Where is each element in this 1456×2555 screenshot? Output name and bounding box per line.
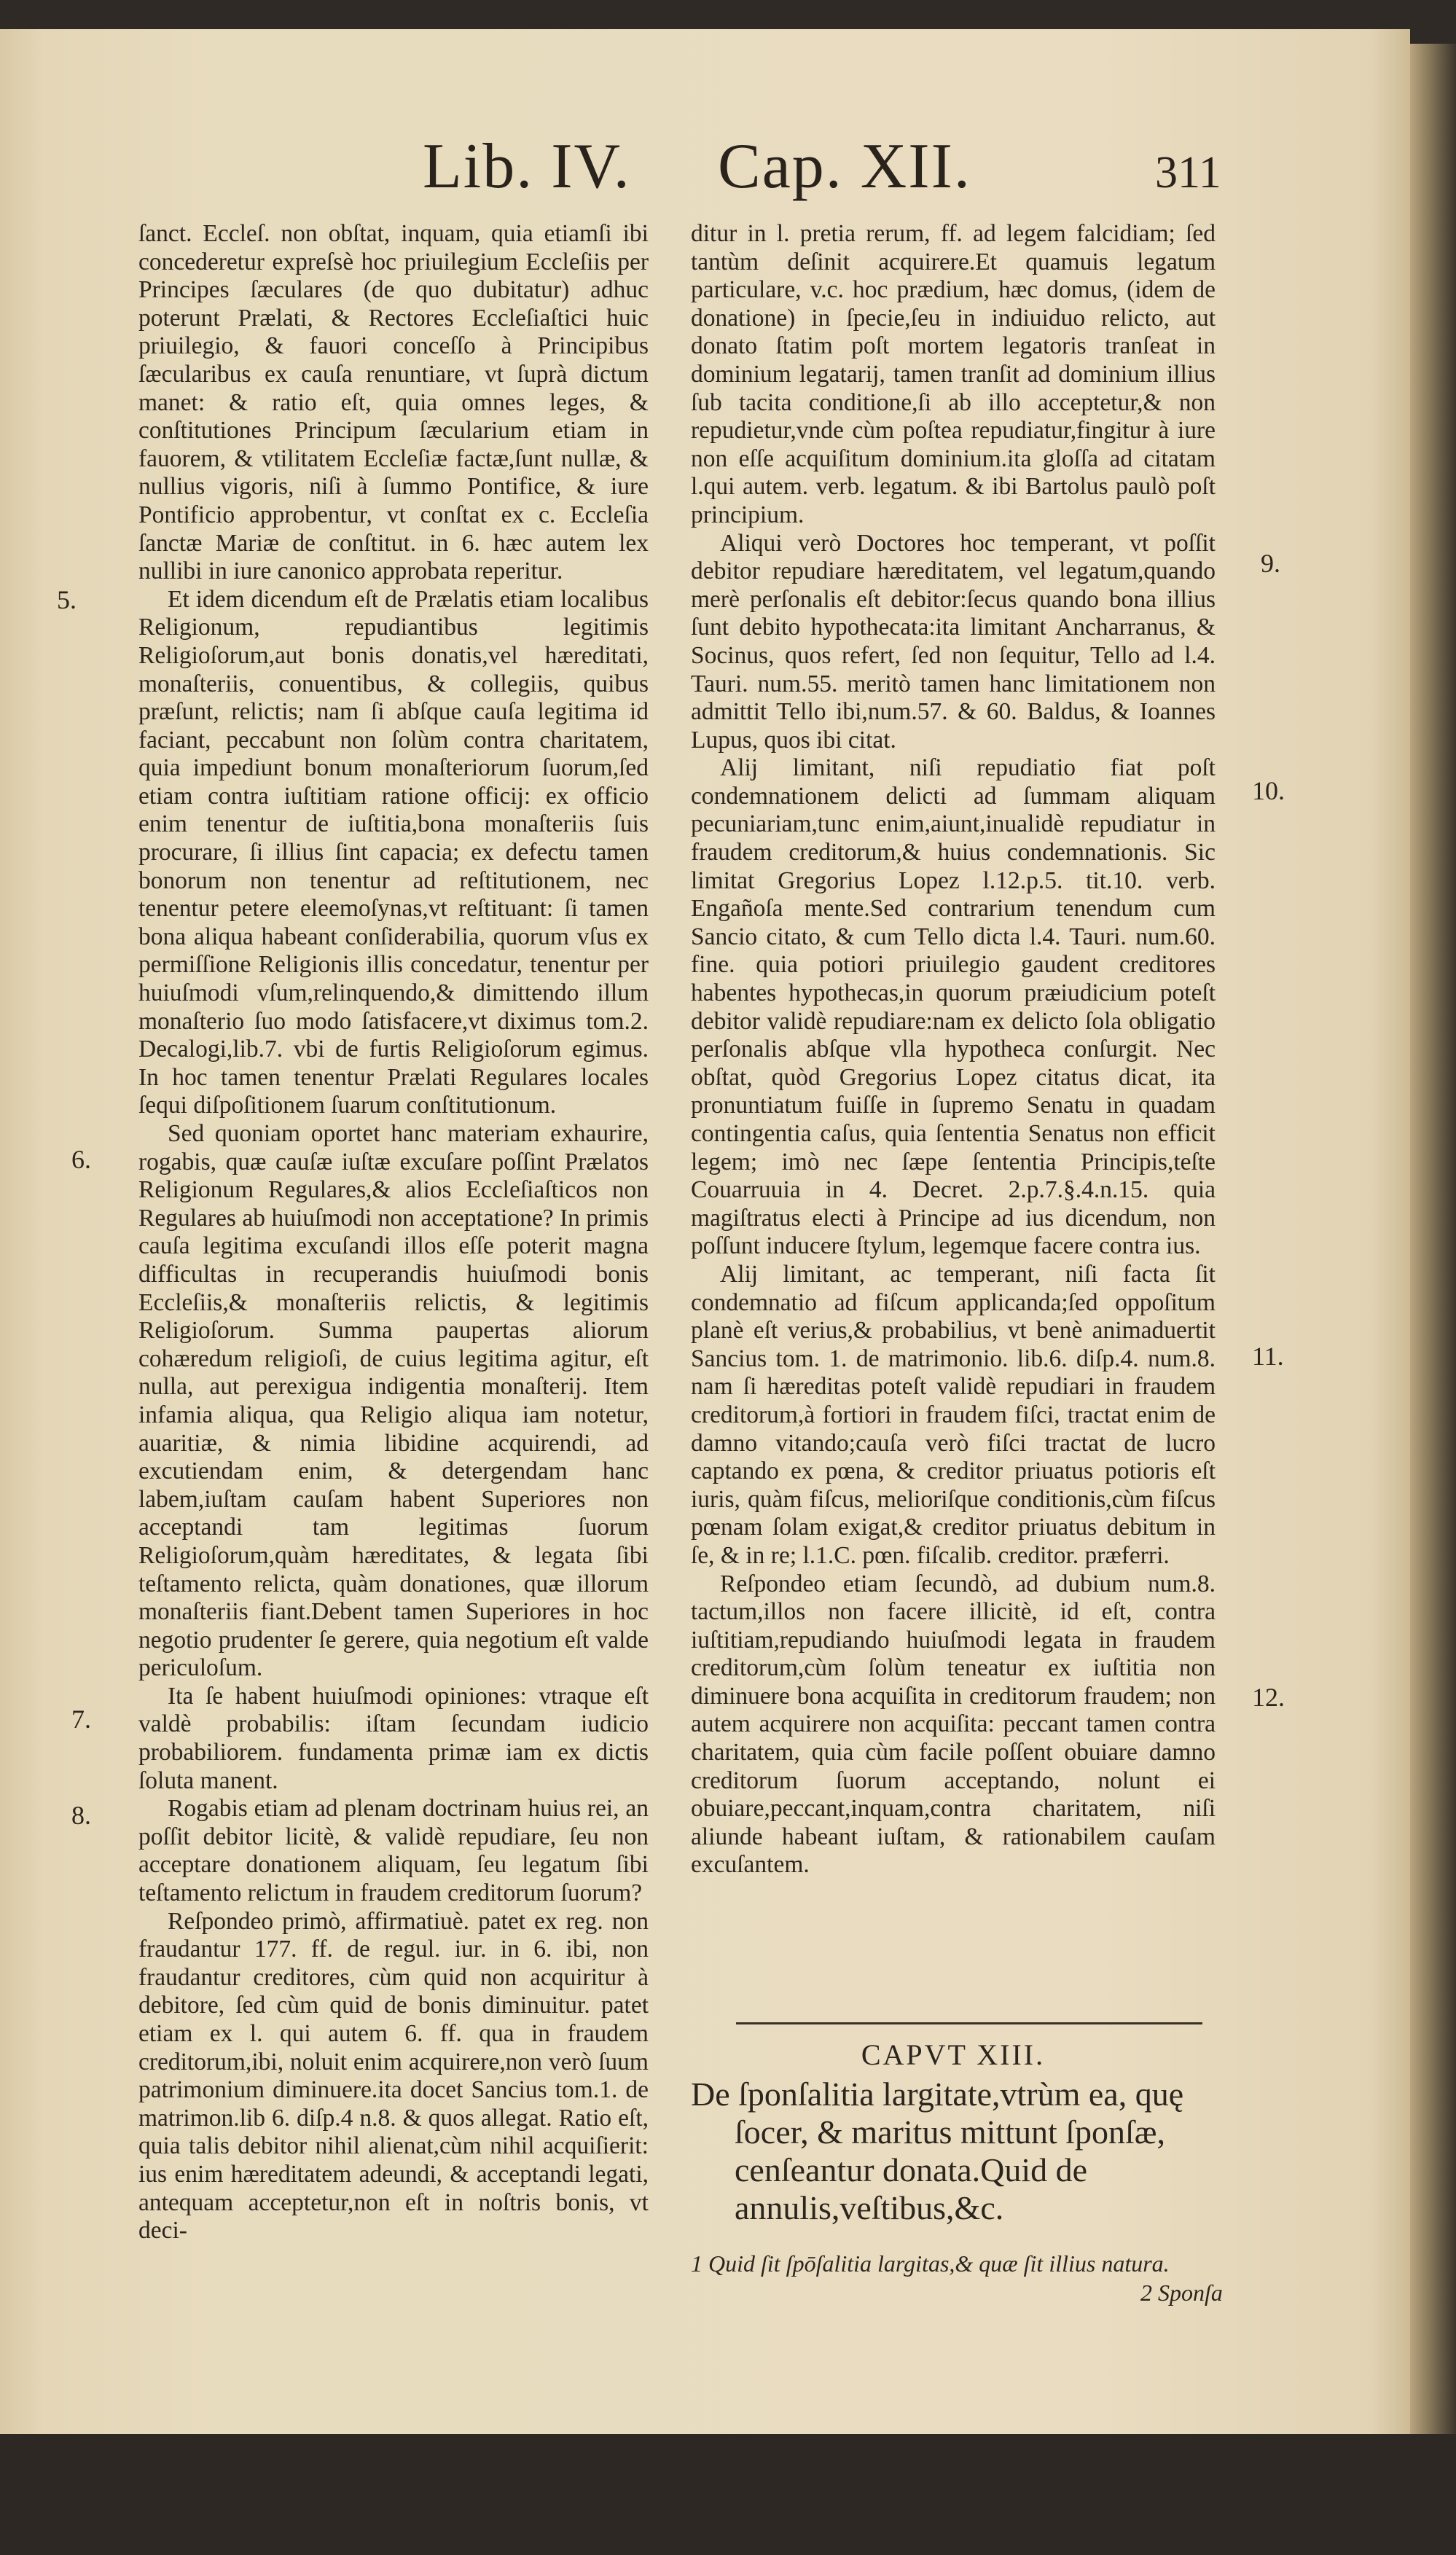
left-column — [138, 220, 649, 2245]
paragraph: Reſpondeo etiam ſecundò, ad dubium num.8. tactum,illos non facere illicitè, id eſt, contra iuſtitiam,repudiando huiuſmodi legata in fraudem creditorum,cùm ſolùm teneatur ex iuſtitia non diminuere bona acquiſita in creditorum fraudem; non autem acquirere non acquiſita: peccant tamen contra charitatem, quia cùm facile poſſent obuiare damno creditorum ſuorum acceptando, nolunt ei obuiare,peccant,inquam,contra charitatem, niſi aliunde habeant iuſtam, & rationabilem cauſam excuſantem. — [691, 1570, 1216, 1879]
paragraph: Aliqui verò Doctores hoc temperant, vt poſſit debitor repudiare hæreditatem, vel legatum,quando merè perſonalis eſt debitor:ſecus quando bona illius ſunt debito hypothecata:ita limitant Ancharranus, & Socinus, quos refert, ſed non ſequitur, Tello ad l.4. Tauri. num.55. meritò tamen hanc limitationem non admittit Tello ibi,num.57. & 60. Baldus, & Ioannes Lupus, quos ibi citat. — [691, 529, 1216, 754]
paragraph: ſanct. Eccleſ. non obſtat, inquam, quia etiamſi ibi concederetur expreſsè hoc priuilegium Eccleſiis per Principes ſæculares (de quo dubitatur) adhuc poterunt Prælati, & Rectores Eccleſiaſtici huic priuilegio, & fauori conceſſo à Principibus ſæcularibus ex cauſa renuntiare, vt ſuprà dictum manet: & ratio eſt, quia omnes leges, & conſtitutiones Principum ſæcularium etiam in fauorem, & vtilitatem Eccleſiæ factæ,ſunt nullæ, & nullius vigoris, niſi à ſummo Pontifice, & iure Pontificio approbentur, vt conſtat ex c. Eccleſia ſanctæ Mariæ de conſtitut. in 6. hæc autem lex nullibi in iure canonico approbata reperitur. — [138, 220, 649, 585]
margin-number: 7. — [71, 1705, 91, 1734]
chapter-heading: CAPVT XIII. — [861, 2038, 1046, 2071]
paragraph: Alij limitant, niſi repudiatio fiat poſt condemnationem delicti ad ſummam aliquam pecuniariam,tunc enim,aiunt,inualidè repudiatur in fraudem creditorum,& huius condemnationis. Sic limitat Gregorius Lopez l.12.p.5. tit.10. verb. Engañoſa mente.Sed contrarium tenendum cum Sancio citato, & cum Tello dicta l.4. Tauri. num.60. fine. quia potiori priuilegio gaudent creditores habentes hypothecas,in quorum præiudicium poteſt debitor validè repudiare:nam ex delicto ſola obligatio perſonalis abſque vlla hypotheca conſurgit. Nec obſtat, quòd Gregorius Lopez citatus dicat, ita pronuntiatum fuiſſe in ſupremo Senatu in quadam contingentia caſus, quia ſententia Senatus non efficit legem; imò nec ſæpe ſententia Principis,teſte Couarruuia in 4. Decret. 2.p.7.§.4.n.15. quia magiſtratus electi à Principe ad ius dicendum, non poſſunt inducere ſtylum, legemque facere contra ius. — [691, 754, 1216, 1260]
section-rule — [736, 2022, 1202, 2024]
margin-number: 12. — [1252, 1683, 1285, 1712]
running-header — [0, 117, 1410, 211]
margin-number: 10. — [1252, 776, 1285, 805]
chapter-title-continuation: ſocer, & maritus mittunt ſponſæ, cenſeantur donata.Quid de annulis,veſtibus,&c. — [735, 2113, 1165, 2226]
chapter-title-line: De ſponſalitia largitate,vtrùm ea, quę — [691, 2075, 1184, 2113]
page-edge — [1410, 44, 1456, 2463]
catchword: 2 Sponſa — [1140, 2280, 1223, 2306]
paragraph: Et idem dicendum eſt de Prælatis etiam localibus Religionum, repudiantibus legitimis Religioſorum,aut bonis donatis,vel hæreditati, monaſteriis, conuentibus, & collegiis, quibus præſunt, relictis; nam ſi abſque cauſa legitima id faciant, peccabunt non ſolùm contra charitatem, quia impediunt bonum monaſteriorum ſuorum,ſed etiam contra iuſtitiam ratione officij: ex officio enim tenentur de iuſtitia,bona monaſteriis ſuis procurare, ſi illius ſint capacia; ex defectu tamen bonorum non tenentur ad reſtitutionem, nec tenentur petere eleemoſynas,vt reſtituant: ſi tamen bona aliqua habeant conſiderabilia, quorum vſus ex permiſſione Religionis illis concedatur, tenentur per huiuſmodi vſum,relinquendo,& dimittendo illum monaſterio ſuo modo ſatisfacere,vt diximus tom.2. Decalogi,lib.7. vbi de furtis Religioſorum egimus. In hoc tamen tenentur Prælati Regulares locales ſequi diſpoſitionem ſuarum conſtitutionum. — [138, 585, 649, 1119]
paragraph: Sed quoniam oportet hanc materiam exhaurire, rogabis, quæ cauſæ iuſtæ excuſare poſſint Prælatos Religionum Regulares,& alios Eccleſiaſticos non Regulares ab huiuſmodi non acceptatione? In primis cauſa legitima excuſandi illos eſſe poterit magna difficultas in recuperandis huiuſmodi bonis Eccleſiis,& monaſteriis relictis, & legitimis Religioſorum. Summa paupertas aliorum cohæredum religioſi, de cuius legitima agitur, eſt nulla, aut perexigua indigentia monaſterij. Item infamia aliqua, qua Religio aliqua iam notetur, auaritiæ, & nimia libidine acquirendi, ad excutiendam enim, & detergendam hanc labem,iuſtam cauſam habent Superiores non acceptandi tam legitimas ſuorum Religioſorum,quàm hæreditates, & legata ſibi teſtamento relicta, quàm donationes, quæ illorum monaſteriis fiant.Debent tamen Superiores in hoc negotio prudenter ſe gerere, quia negotium eſt valde periculoſum. — [138, 1120, 649, 1682]
page-number: 311 — [1155, 148, 1221, 197]
right-column — [691, 220, 1216, 1879]
paragraph: Alij limitant, ac temperant, niſi facta ſit condemnatio ad fiſcum applicanda;ſed oppoſitum planè eſt verius,& probabilius, vt benè animaduertit Sancius tom. 1. de matrimonio. lib.6. diſp.4. num.8. nam ſi hæreditas poteſt validè repudiari in fraudem creditorum,à fortiori in fraudem fiſci, tractat enim de damno vitando;cauſa verò fiſci tractat de lucro captando ex pœna, & creditor priuatus potioris eſt iuris, quàm fiſcus, melioriſque conditionis,cùm fiſcus pœnam ſolam exigat,& creditor priuatus debitum in ſe, & in re; l.1.C. pœn. fiſcalib. creditor. præferri. — [691, 1260, 1216, 1569]
chapter-title — [691, 2075, 1230, 2227]
margin-number: 6. — [71, 1145, 91, 1174]
margin-number: 11. — [1252, 1342, 1284, 1371]
paragraph: ditur in l. pretia rerum, ff. ad legem falcidiam; ſed tantùm deſinit acquirere.Et quamuis legatum particulare, v.c. hoc prædium, hæc domus, (idem de donatione) in ſpecie,ſeu in indiuiduo relicto, aut donato ſtatim poſt mortem legatoris tranſeat in dominium legatarij, tamen tranſit ad dominium illius ſub tacita conditione,ſi ab illo acceptetur,& non repudietur,vnde cùm poſtea repudiatur,fingitur à iure non eſſe acquiſitum dominium.ita gloſſa ad citatam l.qui autem. verb. legatum. & ibi Bartolus paulò poſt principium. — [691, 220, 1216, 528]
chapter-number: Cap. XII. — [718, 131, 971, 202]
margin-number: 9. — [1261, 549, 1280, 578]
paragraph: Reſpondeo primò, affirmatiuè. patet ex reg. non fraudantur 177. ff. de regul. iur. in 6. ibi, non fraudantur creditores, cùm quid non acquiritur à debitore, ſed cùm quid de bonis diminuitur. patet etiam ex l. qui autem 6. ff. qua in fraudem creditorum,ibi, noluit enim acquirere,non verò ſuum patrimonium diminuere.ita docet Sancius tom.1. de matrimon.lib 6. diſp.4 n.8. & quos allegat. Ratio eſt, quia talis debitor nihil alienat,cùm nihil acquiſierit: ius enim hæreditatem adeundi, & acceptandi legati, antequam acceptetur,non eſt in noſtris bonis, vt deci- — [138, 1907, 649, 2245]
summary-item: 1 Quid ſit ſpōſalitia largitas,& quæ ſit illius natura. — [691, 2250, 1170, 2277]
background-shadow — [0, 2434, 1456, 2555]
book-page — [0, 29, 1410, 2434]
margin-number: 8. — [71, 1801, 91, 1830]
paragraph: Rogabis etiam ad plenam doctrinam huius rei, an poſſit debitor licitè, & validè repudiare, ſeu non acceptare donationem aliquam, ſeu legatum ſibi teſtamento relictum in fraudem creditorum ſuorum? — [138, 1795, 649, 1907]
book-number: Lib. IV. — [423, 131, 631, 202]
margin-number: 5. — [57, 585, 77, 614]
paragraph: Ita ſe habent huiuſmodi opiniones: vtraque eſt valdè probabilis: iſtam ſecundam iudicio probabiliorem. fundamenta primæ iam ex dictis ſoluta manent. — [138, 1682, 649, 1794]
